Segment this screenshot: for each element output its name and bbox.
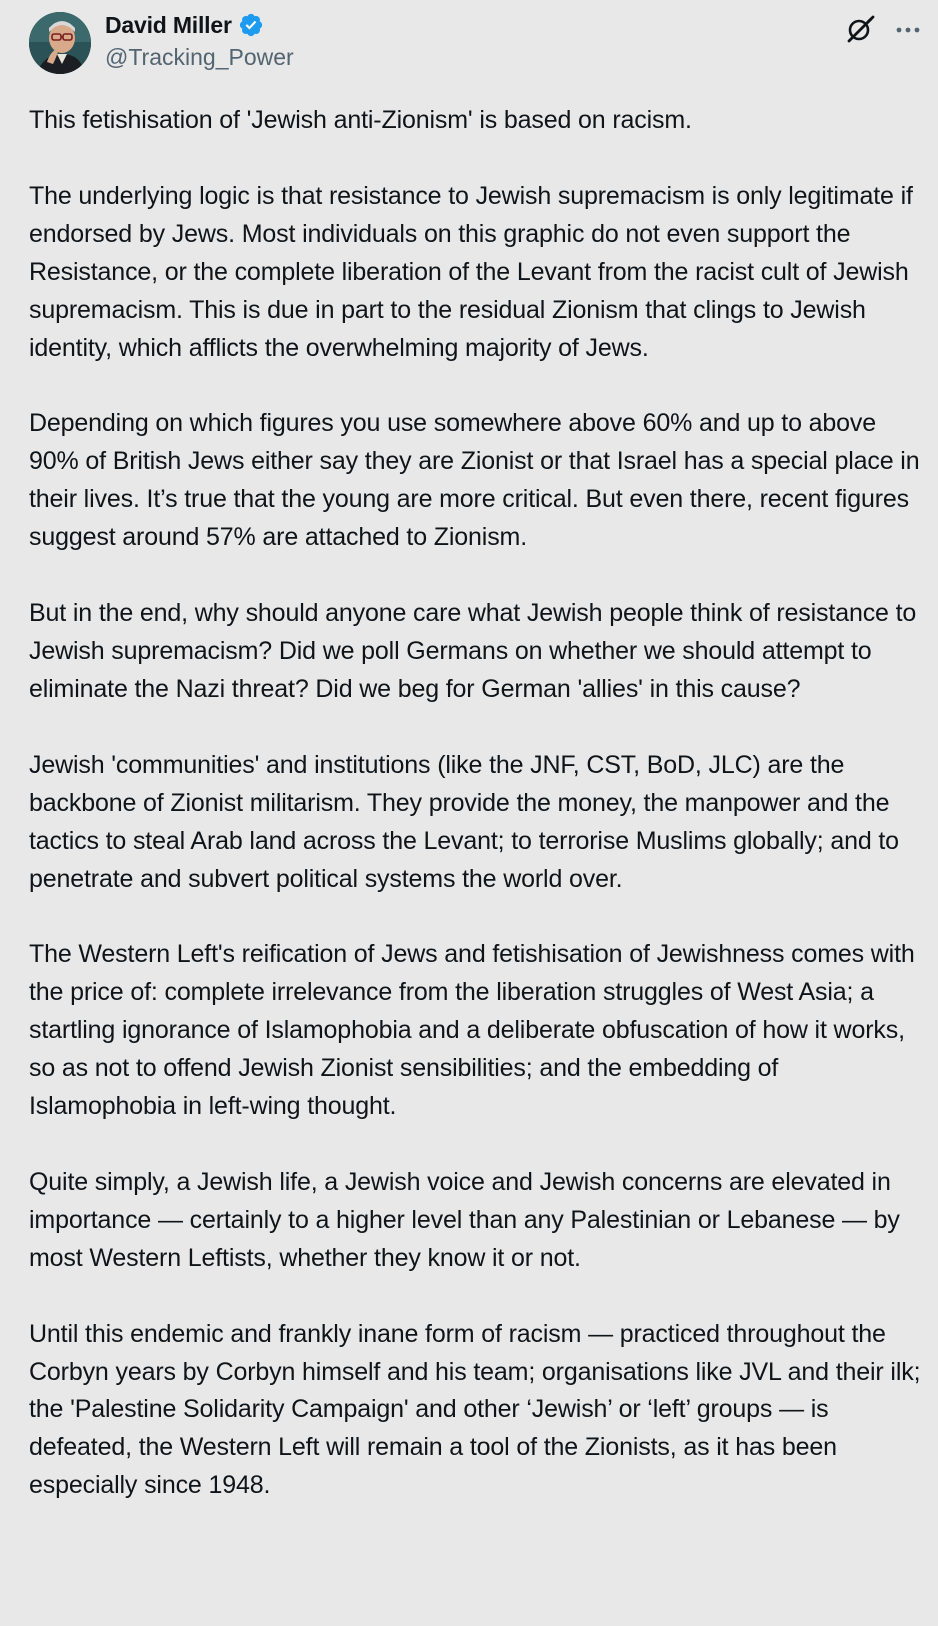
tweet-paragraph: Until this endemic and frankly inane form of racism — practiced throughout the Corbyn years by Corbyn himself and his team; organisations like JVL and their ilk; the 'Palestine Solidarity Campaign' and other ‘Jewish’ or ‘left’ groups — is defeated, the Western Left will remain a tool of the Zionists, as it has been especially since 1948.: [29, 1319, 921, 1500]
tweet-actions: [844, 14, 922, 46]
display-name-row: [105, 10, 294, 40]
tweet-header: [29, 10, 922, 78]
tweet-paragraph: But in the end, why should anyone care what Jewish people think of resistance to Jewish supremacism? Did we poll Germans on whether we should attempt to eliminate the Nazi threat? Did we beg for German 'allies' in this cause?: [29, 599, 917, 703]
verified-badge-icon[interactable]: [238, 12, 264, 38]
tweet-paragraph: Jewish 'communities' and institutions (like the JNF, CST, BoD, JLC) are the backbone of Zionist militarism. They provide the money, the manpower and the tactics to steal Arab land across the Levant; to terrorise Muslims globally; and to penetrate and subvert political systems the world over.: [29, 750, 899, 893]
display-name[interactable]: David Miller: [105, 11, 232, 38]
author-handle[interactable]: @Tracking_Power: [105, 44, 294, 70]
tweet-paragraph: Depending on which figures you use somewhere above 60% and up to above 90% of British Jews either say they are Zionist or that Israel has a special place in their lives. It’s true that the young are more critical. But even there, recent figures suggest around 57% are attached to Zionism.: [29, 409, 920, 552]
avatar[interactable]: [29, 12, 91, 74]
more-options-icon[interactable]: [894, 16, 922, 44]
grok-icon[interactable]: [844, 14, 876, 46]
tweet-text: [29, 102, 924, 1505]
tweet-paragraph: The underlying logic is that resistance to Jewish supremacism is only legitimate if endorsed by Jews. Most individuals on this graphic do not even support the Resistance, or the complete liberation of the Levant from the racist cult of Jewish supremacism. This is due in part to the residual Zionism that clings to Jewish identity, which afflicts the overwhelming majority of Jews.: [29, 181, 913, 362]
tweet-paragraph: Quite simply, a Jewish life, a Jewish voice and Jewish concerns are elevated in importance — certainly to a higher level than any Palestinian or Lebanese — by most Western Leftists, whether they know it or not.: [29, 1167, 900, 1272]
tweet-paragraph: This fetishisation of 'Jewish anti-Zionism' is based on racism.: [29, 106, 692, 134]
avatar-image: [29, 12, 91, 74]
tweet-paragraph: The Western Left's reification of Jews and fetishisation of Jewishness comes with the price of: complete irrelevance from the liberation struggles of West Asia; a startling ignorance of Islamophobia and a deliberate obfuscation of how it works, so as not to offend Jewish Zionist sensibilities; and the embedding of Islamophobia in left-wing thought.: [29, 940, 915, 1121]
author-names: [105, 10, 294, 71]
